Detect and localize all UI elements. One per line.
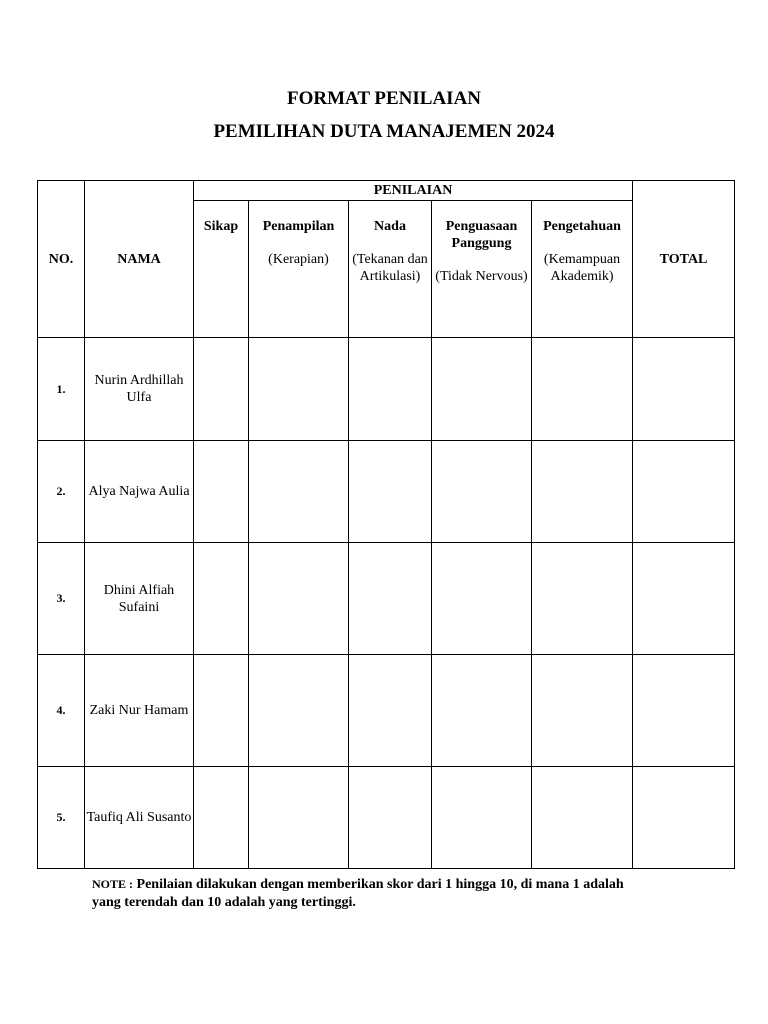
note: [92, 875, 652, 912]
header-criterion: [249, 201, 349, 338]
total-cell[interactable]: [633, 338, 735, 441]
score-cell[interactable]: [432, 441, 532, 543]
total-cell[interactable]: [633, 767, 735, 869]
criterion-desc: (Kemampuan Akademik): [543, 252, 621, 284]
header-nama: NAMA: [85, 181, 194, 338]
score-cell[interactable]: [432, 655, 532, 767]
criterion-desc: (Kerapian): [268, 252, 329, 267]
row-number: 2.: [38, 441, 85, 543]
header-criterion: [432, 201, 532, 338]
score-cell[interactable]: [249, 441, 349, 543]
score-cell[interactable]: [432, 338, 532, 441]
row-name: Alya Najwa Aulia: [85, 441, 194, 543]
score-cell[interactable]: [432, 543, 532, 655]
score-cell[interactable]: [432, 767, 532, 869]
score-cell[interactable]: [349, 767, 432, 869]
page-subtitle: PEMILIHAN DUTA MANAJEMEN 2024: [213, 121, 555, 142]
header-no: NO.: [38, 181, 85, 338]
row-number: 4.: [38, 655, 85, 767]
score-cell[interactable]: [194, 655, 249, 767]
table-row: [38, 543, 735, 655]
score-cell[interactable]: [532, 543, 633, 655]
total-cell[interactable]: [633, 543, 735, 655]
row-name: Zaki Nur Hamam: [85, 655, 194, 767]
criterion-desc: (Tekanan dan Artikulasi): [352, 252, 428, 284]
row-name: Taufiq Ali Susanto: [85, 767, 194, 869]
row-name: Dhini Alfiah Sufaini: [85, 543, 194, 655]
score-cell[interactable]: [249, 655, 349, 767]
score-cell[interactable]: [249, 338, 349, 441]
score-cell[interactable]: [532, 655, 633, 767]
score-cell[interactable]: [194, 767, 249, 869]
row-number: 3.: [38, 543, 85, 655]
total-cell[interactable]: [633, 655, 735, 767]
assessment-table: [37, 180, 735, 869]
score-cell[interactable]: [249, 543, 349, 655]
score-cell[interactable]: [532, 338, 633, 441]
score-cell[interactable]: [194, 543, 249, 655]
table-row: [38, 655, 735, 767]
score-cell[interactable]: [532, 767, 633, 869]
header-criterion: [349, 201, 432, 338]
score-cell[interactable]: [349, 441, 432, 543]
header-criterion: [194, 201, 249, 338]
header-total: TOTAL: [633, 181, 735, 338]
criterion-desc: (Tidak Nervous): [435, 269, 528, 284]
table-row: [38, 441, 735, 543]
score-cell[interactable]: [194, 441, 249, 543]
total-cell[interactable]: [633, 441, 735, 543]
score-cell[interactable]: [349, 543, 432, 655]
table-row: [38, 338, 735, 441]
row-number: 5.: [38, 767, 85, 869]
header-criterion: [532, 201, 633, 338]
score-cell[interactable]: [349, 338, 432, 441]
criterion-name: Penampilan: [262, 219, 335, 234]
criterion-name: Pengetahuan: [543, 219, 621, 234]
page-title: FORMAT PENILAIAN: [286, 88, 482, 109]
criterion-name: Sikap: [203, 219, 239, 234]
score-cell[interactable]: [349, 655, 432, 767]
criterion-name: Penguasaan Panggung: [445, 219, 518, 251]
score-cell[interactable]: [194, 338, 249, 441]
note-text: Penilaian dilakukan dengan memberikan skor dari 1 hingga 10, di mana 1 adalah yang terendah dan 10 adalah yang tertinggi.: [92, 877, 624, 910]
row-number: 1.: [38, 338, 85, 441]
header-penilaian: PENILAIAN: [194, 181, 633, 201]
score-cell[interactable]: [532, 441, 633, 543]
row-name: Nurin Ardhillah Ulfa: [85, 338, 194, 441]
criterion-name: Nada: [374, 219, 406, 234]
note-label: NOTE :: [92, 877, 134, 891]
score-cell[interactable]: [249, 767, 349, 869]
table-row: [38, 767, 735, 869]
